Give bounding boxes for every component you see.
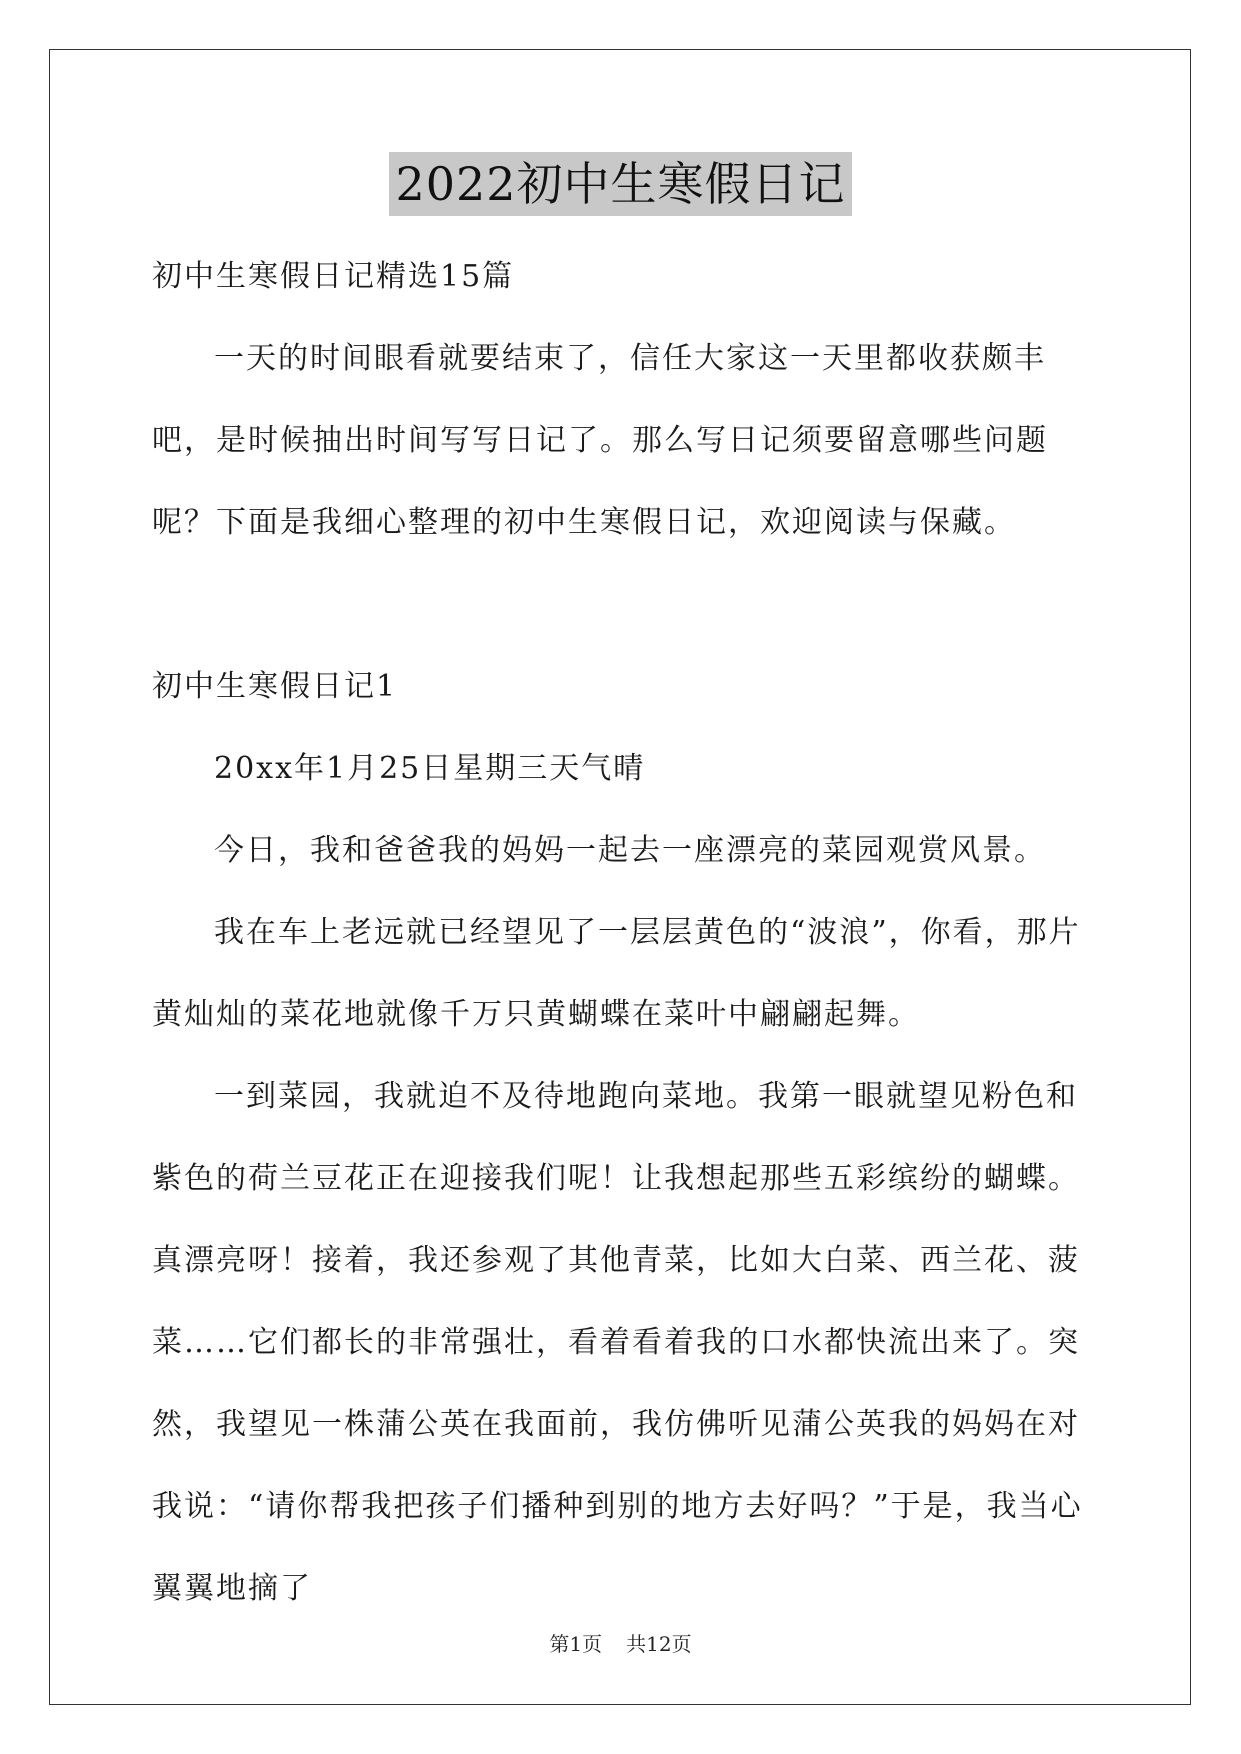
section-heading: 初中生寒假日记1 [152,669,398,704]
body-paragraph: 一到菜园，我就迫不及待地跑向菜地。我第一眼就望见粉色和紫色的荷兰豆花正在迎接我们呢！让我想起那些五彩缤纷的蝴蝶。真漂亮呀！接着，我还参观了其他青菜，比如大白菜、西兰花、菠菜……它们都长的非常强壮，看着看着我的口水都快流出来了。突然，我望见一株蒲公英在我面前，我仿佛听见蒲公英我的妈妈在对我说：“请你帮我把孩子们播种到别的地方去好吗？”于是，我当心翼翼地摘了 [152,1079,1083,1606]
date-line: 20xx年1月25日星期三天气晴 [214,751,646,786]
page-footer [0,1630,1241,1658]
page-number: 第1页 [549,1632,603,1656]
title-container [0,152,1241,216]
body-paragraph: 我在车上老远就已经望见了一层层黄色的“波浪”，你看，那片黄灿灿的菜花地就像千万只黄蝴蝶在菜叶中翩翩起舞。 [152,915,1081,1032]
document-title: 2022初中生寒假日记 [389,152,851,216]
document-body [152,236,1092,1630]
body-paragraph: 今日，我和爸爸我的妈妈一起去一座漂亮的菜园观赏风景。 [214,833,1046,868]
document-subtitle: 初中生寒假日记精选15篇 [152,259,515,294]
page-total: 共12页 [626,1632,692,1656]
intro-paragraph: 一天的时间眼看就要结束了，信任大家这一天里都收获颇丰吧，是时候抽出时间写写日记了。那么写日记须要留意哪些问题呢？下面是我细心整理的初中生寒假日记，欢迎阅读与保藏。 [152,341,1048,540]
section-spacer [152,564,1092,646]
